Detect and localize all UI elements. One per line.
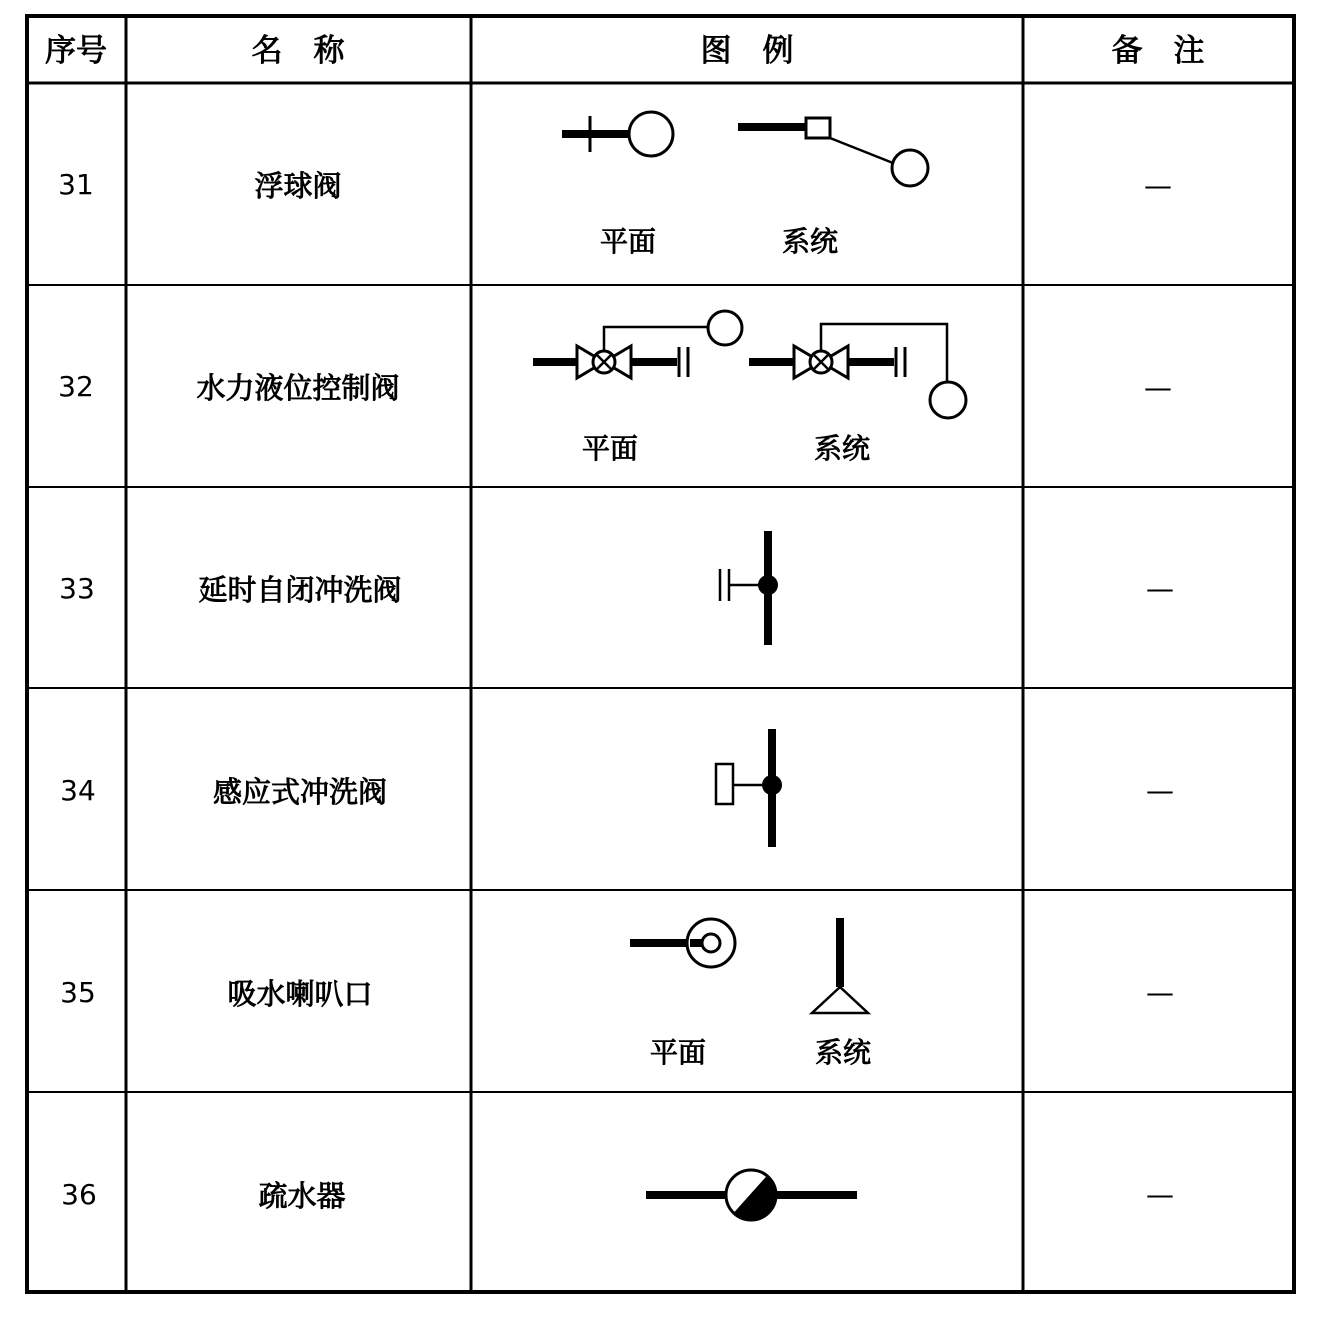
row-number: 31 bbox=[58, 168, 94, 201]
table-row bbox=[59, 531, 1174, 645]
float-valve-plan-symbol bbox=[562, 112, 673, 156]
table-grid bbox=[27, 16, 1294, 1292]
remark-dash: — bbox=[1144, 169, 1172, 202]
remark-dash: — bbox=[1146, 976, 1174, 1009]
row-number: 33 bbox=[59, 572, 95, 605]
table-row bbox=[60, 729, 1174, 847]
remark-dash: — bbox=[1146, 572, 1174, 605]
row-name: 浮球阀 bbox=[254, 169, 342, 203]
delay-flush-valve-symbol bbox=[720, 531, 778, 645]
table-row bbox=[58, 311, 1172, 465]
steam-trap-symbol bbox=[646, 1170, 857, 1220]
row-number: 32 bbox=[58, 370, 94, 403]
caption-system: 系统 bbox=[781, 225, 839, 258]
caption-plan: 平面 bbox=[581, 432, 639, 465]
header-legend: 图 例 bbox=[700, 33, 794, 69]
row-name: 延时自闭冲洗阀 bbox=[198, 573, 402, 607]
caption-plan: 平面 bbox=[599, 225, 657, 258]
header-remark: 备 注 bbox=[1111, 33, 1205, 69]
header-name: 名 称 bbox=[251, 33, 345, 69]
table-border bbox=[27, 16, 1294, 1292]
caption-system: 系统 bbox=[813, 432, 871, 465]
suction-bellmouth-system-symbol bbox=[812, 918, 868, 1013]
level-control-valve-plan-symbol bbox=[533, 311, 742, 378]
row-number: 35 bbox=[60, 976, 96, 1009]
table-row bbox=[61, 1170, 1174, 1220]
row-number: 34 bbox=[60, 774, 96, 807]
row-number: 36 bbox=[61, 1178, 97, 1211]
row-name: 感应式冲洗阀 bbox=[212, 775, 388, 809]
row-name: 水力液位控制阀 bbox=[196, 371, 400, 405]
float-valve-system-symbol bbox=[738, 118, 928, 186]
caption-plan: 平面 bbox=[649, 1036, 707, 1069]
header-no: 序号 bbox=[45, 33, 107, 69]
remark-dash: — bbox=[1146, 774, 1174, 807]
remark-dash: — bbox=[1146, 1178, 1174, 1211]
row-name: 吸水喇叭口 bbox=[227, 977, 373, 1011]
induction-flush-valve-symbol bbox=[716, 729, 782, 847]
row-name: 疏水器 bbox=[258, 1179, 346, 1213]
suction-bellmouth-plan-symbol bbox=[630, 919, 735, 967]
table-row bbox=[58, 112, 1172, 258]
level-control-valve-system-symbol bbox=[749, 324, 966, 418]
remark-dash: — bbox=[1144, 371, 1172, 404]
caption-system: 系统 bbox=[814, 1036, 872, 1069]
table-row bbox=[60, 918, 1174, 1069]
